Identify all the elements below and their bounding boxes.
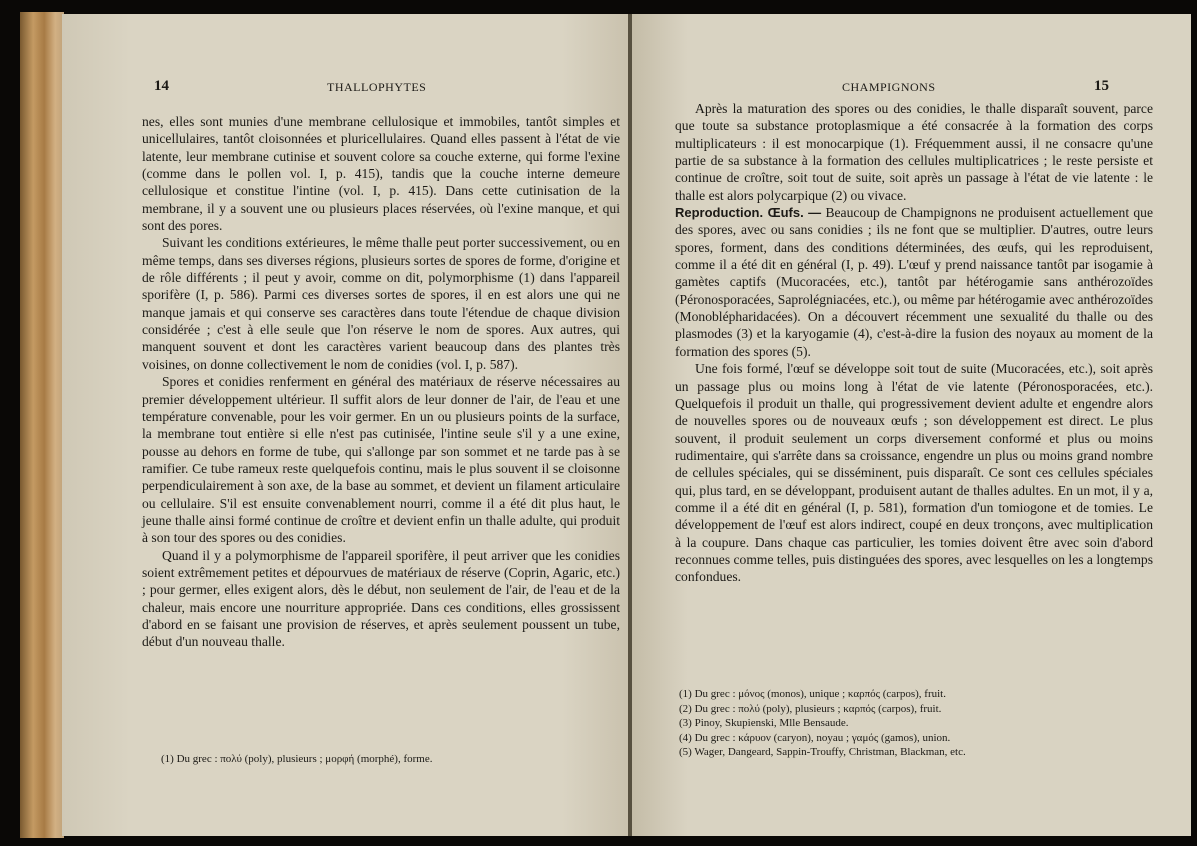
right-page-number: 15 xyxy=(1094,78,1109,94)
paragraph: Spores et conidies renferment en général des matériaux de réserve nécessaires au premier développement ultérieur. Il suffit alors de leur donner de l'air, de l'eau et une température convenable, pour les voir germer. En un ou plusieurs points de la surface, la membrane tout entière si elle n'est pas cutinisée, l'intine seule s'il y a une exine, pousse au dehors en forme de tube, qui s'allonge par son sommet et ne tarde pas à se ramifier. Ce tube rameux reste quelquefois continu, mais le plus souvent il se cloisonne perpendiculairement à son axe, de la base au sommet, et devient un filament articulaire ou cellulaire. S'il est ensuite convenablement nourri, comme il a été dit plus haut, le jeune thalle ainsi formé continue de croître et devient enfin un thalle adulte, qui produit à son tour des spores ou des conidies. xyxy=(142,374,620,546)
paragraph: Quand il y a polymorphisme de l'appareil sporifère, il peut arriver que les conidies soient extrêmement petites et dépourvues de matériaux de réserve (Coprin, Agaric, etc.) ; pour germer, elles exigent alors, dès le début, non seulement de l'air, de l'eau et de la chaleur, mais encore une nourriture appropriée. Dans ces conditions, elles grossissent d'abord en se faisant une provision de réserves, et après seulement poussent un tube, début d'un nouveau thalle. xyxy=(142,547,620,650)
paragraph: nes, elles sont munies d'une membrane cellulosique et immobiles, tantôt simples et unicellulaires, tantôt cloisonnées et pluricellulaires. Quand elles passent à l'état de vie latente, leur membrane cutinise et souvent colore sa couche externe, qui forme l'exine (comme dans le pollen vol. I, p. 415), tandis que la couche interne demeure cellulosique et constitue l'intine (vol. I, p. 415). Dans cette cutinisation de la membrane, il y a souvent une ou plusieurs places réservées, où l'exine manque, et qui sont des pores. xyxy=(142,114,620,234)
right-running-head: CHAMPIGNONS xyxy=(842,80,936,94)
paragraph: Après la maturation des spores ou des conidies, le thalle disparaît souvent, parce que toute sa substance protoplasmique a été consacrée à la formation des corps multiplicateurs : il est monocarpique (1). Fréquemment aussi, il ne consacre qu'une partie de sa substance à la formation des cellules multiplicatrices ; le reste persiste et continue de croître, soit tout de suite, soit après un passage à l'état de vie latente : le thalle est alors polycarpique (2) ou vivace. xyxy=(675,101,1153,203)
footnote: (2) Du grec : πολύ (poly), plusieurs ; καρπός (carpos), fruit. xyxy=(679,702,942,715)
paragraph: Suivant les conditions extérieures, le même thalle peut porter successivement, ou en même temps, dans ses diverses régions, plusieurs sortes de spores de forme, d'origine et de rôle différents ; il peut y avoir, comme on dit, polymorphisme (1) dans l'appareil sporifère (I, p. 586). Parmi ces diverses sortes de spores, il en est alors une qui ne manque jamais et qui conserve ses caractères dans toute l'étendue de chaque division considérée ; c'est à elle seule que l'on réserve le nom de spores. Aux autres, qui manquent souvent et dont les caractères varient beaucoup dans des plantes très voisines, on donne collectivement le nom de conidies (vol. I, p. 587). xyxy=(142,235,620,372)
left-footnotes xyxy=(161,752,621,767)
paragraph-text: Beaucoup de Champignons ne produisent actuellement que des spores, avec ou sans conidies ; ils ne font que se multiplier. D'autres, outre leurs spores, forment, dans des conditions déterminées, des œufs, qui les reproduisent, comme il a été dit en général (I, p. 49). L'œuf y prend naissance tantôt par isogamie à gamètes captifs (Mucoracées, etc.), tantôt par hétérogamie sans anthérozoïdes (Péronosporacées, Saprolégniacées, etc.), ou même par hétérogamie avec anthérozoïdes (Monoblépharidacées). On a découvert récemment une sexualité du thalle ou des plasmodes (3) et la karyogamie (4), c'est-à-dire la fusion des noyaux au moment de la formation des spores (5). xyxy=(675,205,1153,359)
footnote: (1) Du grec : μόνος (monos), unique ; καρπός (carpos), fruit. xyxy=(679,688,946,700)
footnote: (3) Pinoy, Skupienski, Mlle Bensaude. xyxy=(679,717,849,730)
footnote: (4) Du grec : κάρυον (caryon), noyau ; γαμός (gamos), union. xyxy=(679,731,951,744)
paragraph-with-heading xyxy=(675,204,1153,360)
section-heading: Reproduction. Œufs. — xyxy=(675,205,822,221)
left-running-head: THALLOPHYTES xyxy=(327,80,427,94)
right-page xyxy=(632,14,1191,836)
page-block-edge xyxy=(20,12,64,838)
footnote: (5) Wager, Dangeard, Sappin-Trouffy, Christman, Blackman, etc. xyxy=(679,746,966,759)
left-body-text xyxy=(142,113,620,651)
right-body-text xyxy=(675,100,1153,586)
footnote: (1) Du grec : πολύ (poly), plusieurs ; μορφή (morphé), forme. xyxy=(161,753,433,765)
left-page-number: 14 xyxy=(154,78,169,94)
paragraph: Une fois formé, l'œuf se développe soit tout de suite (Mucoracées, etc.), soit après un passage plus ou moins long à l'état de vie latente (Péronosporacées, etc.). Quelquefois il produit un thalle, qui progressivement devient adulte et engendre alors de nouvelles spores ou de nouveaux œufs ; son développement est direct. Le plus souvent, il produit seulement un corps diversement conformé et plus ou moins rudimentaire, qui s'arrête dans sa croissance, engendre un plus ou moins grand nombre de cellules spéciales, qui se disséminent, puis disparaît. Ce sont ces cellules spéciales qui, plus tard, en se développant, produisent autant de thalles adultes. En un mot, il y a, comme il a été dit en général (I, p. 581), formation d'un tomiogone et de tomies. Le développement de l'œuf est alors indirect, coupé en deux tronçons, avec multiplication à la coupure. Dans chaque cas particulier, les tomies doivent être avec soin d'abord reconnues comme telles, puis distinguées des spores, avec lesquelles on les a longtemps confondues. xyxy=(675,361,1153,585)
left-page xyxy=(62,14,630,836)
right-footnotes xyxy=(679,687,1149,760)
